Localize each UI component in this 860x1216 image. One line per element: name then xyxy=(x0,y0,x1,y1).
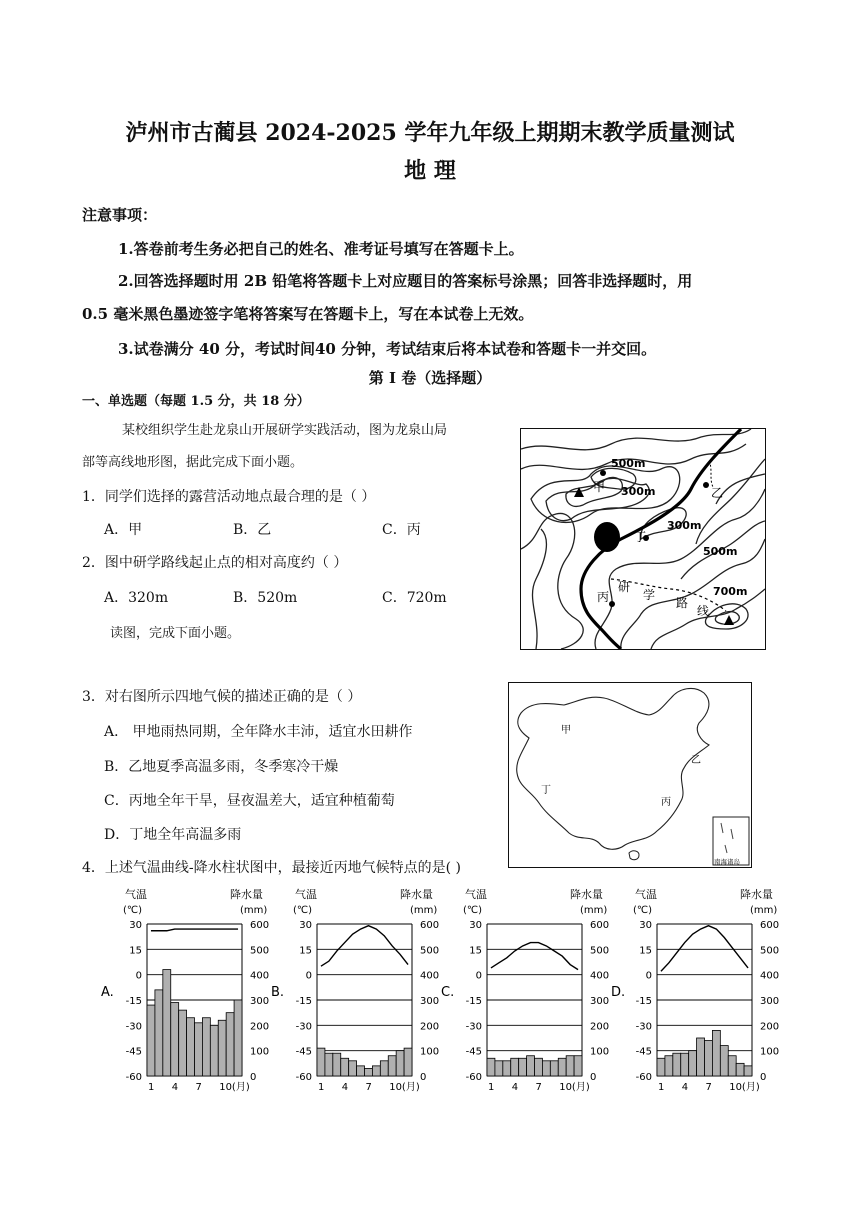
contour-map-svg xyxy=(521,429,765,649)
precip-bar xyxy=(673,1053,681,1076)
precip-bar xyxy=(388,1056,396,1076)
month-tick-label: 7 xyxy=(705,1082,712,1093)
temp-tick-label: -30 xyxy=(295,1021,312,1033)
precip-bar xyxy=(179,1010,187,1076)
q1-option-a[interactable]: A．甲 xyxy=(104,522,143,538)
precip-bar xyxy=(736,1063,744,1076)
precip-bar xyxy=(171,1003,179,1076)
precip-axis-title: 降水量 xyxy=(570,888,603,901)
precip-bar xyxy=(511,1058,519,1076)
china-map xyxy=(508,682,752,868)
precip-bar xyxy=(519,1058,527,1076)
precip-tick-label: 500 xyxy=(420,945,440,957)
month-tick-label: 1 xyxy=(147,1082,155,1093)
question-1-stem: 1．同学们选择的露营活动地点最合理的是（ ） xyxy=(82,489,376,505)
precip-bar xyxy=(665,1056,673,1076)
intro-line-2: 部等高线地形图，据此完成下面小题。 xyxy=(82,455,304,470)
precip-tick-label: 300 xyxy=(420,996,440,1007)
precip-tick-label: 200 xyxy=(250,1021,270,1033)
precip-bar xyxy=(705,1041,713,1076)
month-tick-label: 7 xyxy=(365,1082,372,1093)
month-tick-label: 4 xyxy=(681,1082,689,1093)
temp-line xyxy=(321,926,408,967)
contour-300-b: 300m xyxy=(667,519,702,532)
precip-tick-label: 500 xyxy=(250,945,270,957)
notice-heading: 注意事项： xyxy=(82,206,158,224)
temp-tick-label: -45 xyxy=(635,1046,652,1058)
precip-tick-label: 400 xyxy=(760,970,780,982)
precip-bar xyxy=(341,1058,349,1076)
precip-tick-label: 500 xyxy=(760,945,780,957)
route-char-3: 路 xyxy=(676,596,689,610)
month-tick-label: 7 xyxy=(535,1082,542,1093)
chart-option-label: B. xyxy=(271,985,285,1000)
precip-bar xyxy=(689,1051,697,1076)
precip-bar xyxy=(487,1058,495,1076)
precip-bar xyxy=(325,1053,333,1076)
precip-bar xyxy=(574,1056,582,1076)
climate-charts xyxy=(95,884,795,1100)
precip-bar xyxy=(317,1048,325,1076)
precip-tick-label: 0 xyxy=(760,1072,767,1083)
read-prompt: 读图，完成下面小题。 xyxy=(110,626,241,641)
precip-axis-unit: (mm) xyxy=(750,905,778,916)
month-tick-label: 1 xyxy=(317,1082,325,1093)
month-tick-label: 1 xyxy=(657,1082,665,1093)
precip-tick-label: 600 xyxy=(250,920,270,931)
precip-axis-title: 降水量 xyxy=(400,888,433,901)
month-tick-label: 10(月) xyxy=(559,1082,590,1093)
precip-tick-label: 100 xyxy=(760,1046,780,1058)
temp-tick-label: -45 xyxy=(465,1046,482,1058)
temp-axis-unit: (℃) xyxy=(633,905,653,916)
route-char-4: 线 xyxy=(697,604,710,618)
contour-label-ding: 丁 xyxy=(634,530,647,544)
precip-tick-label: 0 xyxy=(250,1072,257,1083)
temp-axis-title: 气温 xyxy=(295,888,317,901)
q2-option-a[interactable]: A．320m xyxy=(104,590,169,606)
precip-bar xyxy=(535,1058,543,1076)
temp-tick-label: -45 xyxy=(295,1046,312,1058)
temp-tick-label: 30 xyxy=(639,920,652,931)
intro-line-1: 某校组织学生赴龙泉山开展研学实践活动，图为龙泉山局 xyxy=(122,423,448,438)
china-label-ding: 丁 xyxy=(541,785,551,796)
q1-option-b[interactable]: B．乙 xyxy=(233,522,272,538)
month-tick-label: 4 xyxy=(171,1082,179,1093)
china-label-yi: 乙 xyxy=(691,755,701,766)
precip-tick-label: 400 xyxy=(420,970,440,982)
precip-bar xyxy=(712,1030,720,1076)
temp-line xyxy=(661,926,748,972)
precip-axis-unit: (mm) xyxy=(240,905,268,916)
precip-bar xyxy=(349,1061,357,1076)
precip-bar xyxy=(147,1005,155,1076)
precip-bar xyxy=(728,1056,736,1076)
precip-bar xyxy=(503,1061,511,1076)
precip-bar xyxy=(210,1025,218,1076)
temp-tick-label: 15 xyxy=(469,945,482,957)
temp-tick-label: 0 xyxy=(475,970,482,982)
contour-map xyxy=(520,428,766,650)
temp-tick-label: 30 xyxy=(299,920,312,931)
precip-bar xyxy=(365,1068,373,1076)
notice-item-2a: 2.回答选择题时用 2B 铅笔将答题卡上对应题目的答案标号涂黑；回答非选择题时，用 xyxy=(118,272,693,290)
chart-option-label: D. xyxy=(611,985,626,1000)
contour-label-jia: 甲 xyxy=(593,480,606,494)
temp-axis-title: 气温 xyxy=(465,888,487,901)
temp-tick-label: -60 xyxy=(635,1072,652,1083)
temp-axis-unit: (℃) xyxy=(293,905,313,916)
precip-bar xyxy=(357,1066,365,1076)
temp-line xyxy=(491,943,578,970)
precip-bar xyxy=(372,1066,380,1076)
precip-axis-unit: (mm) xyxy=(410,905,438,916)
precip-tick-label: 600 xyxy=(420,920,440,931)
precip-bar xyxy=(720,1046,728,1076)
temp-tick-label: -30 xyxy=(125,1021,142,1033)
precip-bar xyxy=(681,1053,689,1076)
temp-tick-label: -60 xyxy=(295,1072,312,1083)
month-tick-label: 4 xyxy=(341,1082,349,1093)
contour-700: 700m xyxy=(713,585,748,598)
month-tick-label: 10(月) xyxy=(389,1082,420,1093)
precip-tick-label: 100 xyxy=(420,1046,440,1058)
month-tick-label: 4 xyxy=(511,1082,519,1093)
precip-bar xyxy=(495,1061,503,1076)
temp-tick-label: 0 xyxy=(305,970,312,982)
precip-tick-label: 0 xyxy=(420,1072,427,1083)
question-4-stem: 4．上述气温曲线-降水柱状图中，最接近丙地气候特点的是( ) xyxy=(82,860,462,876)
temp-tick-label: 30 xyxy=(469,920,482,931)
q3-option-c[interactable]: C．丙地全年干旱，昼夜温差大，适宜种植葡萄 xyxy=(104,793,395,809)
temp-axis-title: 气温 xyxy=(125,888,147,901)
route-char-1: 研 xyxy=(618,580,631,594)
precip-tick-label: 100 xyxy=(590,1046,610,1058)
china-inset-label: 南海诸岛 xyxy=(714,858,740,866)
precip-tick-label: 100 xyxy=(250,1046,270,1058)
precip-bar xyxy=(234,1000,242,1076)
exam-title: 泸州市古蔺县 2024-2025 学年九年级上期期末教学质量测试 xyxy=(125,120,735,146)
chart-option-label: A. xyxy=(101,985,114,1000)
precip-bar xyxy=(558,1058,566,1076)
precip-tick-label: 500 xyxy=(590,945,610,957)
precip-bar xyxy=(404,1048,412,1076)
precip-tick-label: 600 xyxy=(590,920,610,931)
q3-option-d[interactable]: D．丁地全年高温多雨 xyxy=(104,827,242,843)
part1-title: 第 I 卷（选择题） xyxy=(368,369,492,387)
q2-option-b[interactable]: B．520m xyxy=(233,590,298,606)
precip-bar xyxy=(657,1058,665,1076)
section-heading: 一、单选题（每题 1.5 分，共 18 分） xyxy=(82,394,310,409)
temp-axis-title: 气温 xyxy=(635,888,657,901)
precip-bar xyxy=(527,1056,535,1076)
precip-axis-unit: (mm) xyxy=(580,905,608,916)
month-tick-label: 1 xyxy=(487,1082,495,1093)
precip-bar xyxy=(542,1061,550,1076)
q3-option-a[interactable]: A． 甲地雨热同期，全年降水丰沛，适宜水田耕作 xyxy=(104,724,413,740)
temp-tick-label: 0 xyxy=(645,970,652,982)
precip-bar xyxy=(163,970,171,1076)
contour-300-a: 300m xyxy=(621,485,656,498)
chart-option-label: C. xyxy=(441,985,455,1000)
precip-tick-label: 600 xyxy=(760,920,780,931)
month-tick-label: 7 xyxy=(195,1082,202,1093)
notice-item-2b: 0.5 毫米黑色墨迹签字笔将答案写在答题卡上，写在本试卷上无效。 xyxy=(82,305,534,323)
china-label-bing: 丙 xyxy=(661,797,671,808)
temp-tick-label: -15 xyxy=(295,996,312,1007)
temp-axis-unit: (℃) xyxy=(123,905,143,916)
precip-bar xyxy=(380,1061,388,1076)
precip-bar xyxy=(550,1061,558,1076)
china-label-jia: 甲 xyxy=(561,725,571,736)
temp-axis-unit: (℃) xyxy=(463,905,483,916)
precip-bar xyxy=(396,1051,404,1076)
precip-bar xyxy=(218,1020,226,1076)
precip-axis-title: 降水量 xyxy=(230,888,263,901)
precip-tick-label: 300 xyxy=(590,996,610,1007)
precip-tick-label: 400 xyxy=(590,970,610,982)
precip-bar xyxy=(202,1018,210,1076)
precip-bar xyxy=(226,1013,234,1076)
contour-label-bing: 丙 xyxy=(597,590,610,604)
q3-option-b[interactable]: B．乙地夏季高温多雨，冬季寒冷干燥 xyxy=(104,759,339,775)
temp-tick-label: 15 xyxy=(639,945,652,957)
temp-tick-label: -45 xyxy=(125,1046,142,1058)
temp-tick-label: -30 xyxy=(635,1021,652,1033)
precip-tick-label: 200 xyxy=(420,1021,440,1033)
route-char-2: 学 xyxy=(643,588,656,602)
china-map-svg xyxy=(509,683,751,867)
question-2-stem: 2．图中研学路线起止点的相对高度约（ ） xyxy=(82,555,348,571)
month-tick-label: 10(月) xyxy=(219,1082,250,1093)
subject-title: 地 理 xyxy=(404,158,456,184)
temp-tick-label: -15 xyxy=(635,996,652,1007)
notice-item-3: 3.试卷满分 40 分，考试时间40 分钟，考试结束后将本试卷和答题卡一并交回。 xyxy=(118,340,657,358)
temp-tick-label: 15 xyxy=(129,945,142,957)
precip-tick-label: 200 xyxy=(590,1021,610,1033)
temp-tick-label: -30 xyxy=(465,1021,482,1033)
q2-option-c[interactable]: C．720m xyxy=(382,590,447,606)
precip-bar xyxy=(333,1053,341,1076)
notice-item-1: 1.答卷前考生务必把自己的姓名、准考证号填写在答题卡上。 xyxy=(118,240,524,258)
precip-bar xyxy=(566,1056,574,1076)
precip-tick-label: 300 xyxy=(760,996,780,1007)
temp-tick-label: -15 xyxy=(125,996,142,1007)
precip-bar xyxy=(155,990,163,1076)
precip-bar xyxy=(697,1038,705,1076)
temp-tick-label: -15 xyxy=(465,996,482,1007)
temp-tick-label: 15 xyxy=(299,945,312,957)
precip-bar xyxy=(195,1023,203,1076)
contour-500-b: 500m xyxy=(703,545,738,558)
month-tick-label: 10(月) xyxy=(729,1082,760,1093)
temp-tick-label: -60 xyxy=(465,1072,482,1083)
precip-bar xyxy=(744,1066,752,1076)
precip-bar xyxy=(187,1018,195,1076)
contour-500-a: 500m xyxy=(611,457,646,470)
precip-tick-label: 300 xyxy=(250,996,270,1007)
precip-tick-label: 200 xyxy=(760,1021,780,1033)
temp-tick-label: 0 xyxy=(135,970,142,982)
q1-option-c[interactable]: C．丙 xyxy=(382,522,421,538)
temp-tick-label: -60 xyxy=(125,1072,142,1083)
temp-tick-label: 30 xyxy=(129,920,142,931)
temp-line xyxy=(151,929,238,931)
contour-label-yi: 乙 xyxy=(711,486,724,500)
precip-tick-label: 0 xyxy=(590,1072,597,1083)
precip-axis-title: 降水量 xyxy=(740,888,773,901)
question-3-stem: 3．对右图所示四地气候的描述正确的是（ ） xyxy=(82,689,362,705)
precip-tick-label: 400 xyxy=(250,970,270,982)
